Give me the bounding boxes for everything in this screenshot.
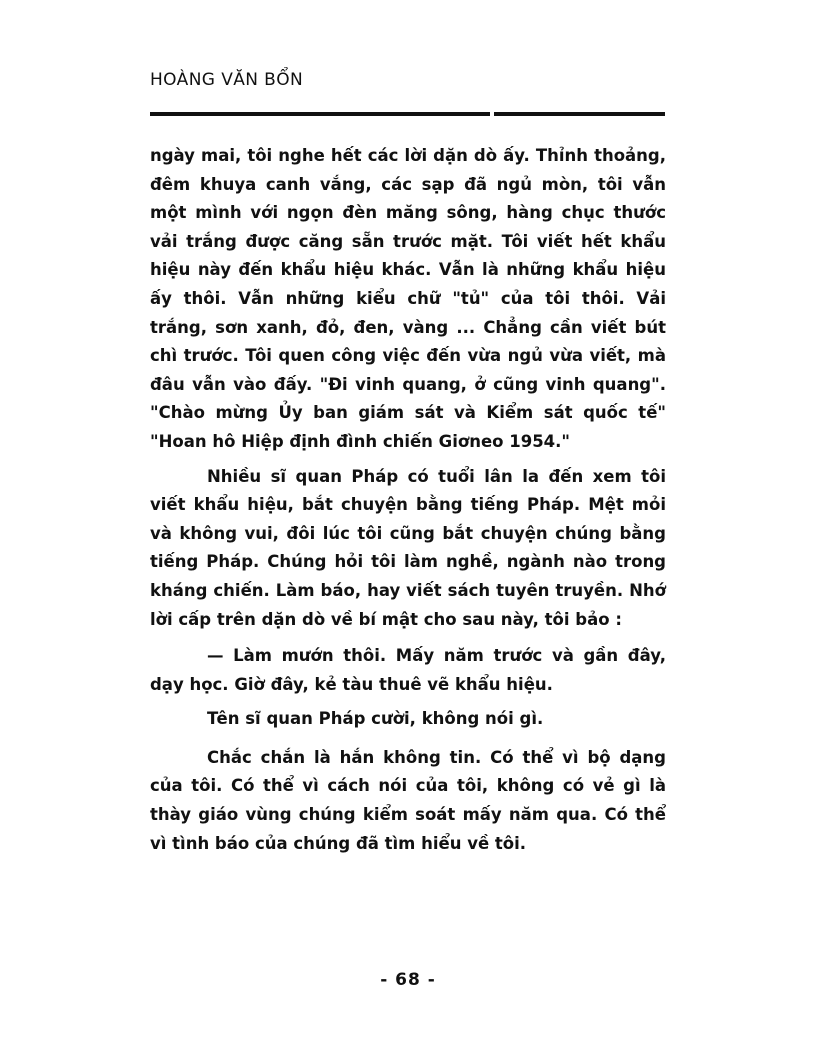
running-head-author: HOÀNG VĂN BỔN <box>150 70 304 90</box>
paragraph-not-believed: Chắc chắn là hắn không tin. Có thể vì bộ dạng của tôi. Có thể vì cách nói của tôi, không có vẻ gì là thày giáo vùng chúng kiểm soát mấy năm qua. Có thể vì tình báo của chúng đã tìm hiểu về tôi. <box>150 747 666 853</box>
body-text <box>150 142 666 858</box>
paragraph-continuation: ngày mai, tôi nghe hết các lời dặn dò ấy. Thỉnh thoảng, đêm khuya canh vắng, các sạp đã ngủ mòn, tôi vẫn một mình với ngọn đèn măng sông, hàng chục thước vải trắng được căng sẵn trước mặt. Tôi viết hết khẩu hiệu này đến khẩu hiệu khác. Vẫn là những khẩu hiệu ấy thôi. Vẫn những kiểu chữ "tủ" của tôi thôi. Vải trắng, sơn xanh, đỏ, đen, vàng ... Chẳng cần viết bút chì trước. Tôi quen công việc đến vừa ngủ vừa viết, mà đâu vẫn vào đấy. "Đi vinh quang, ở cũng vinh quang". "Chào mừng Ủy ban giám sát và Kiểm sát quốc tế" "Hoan hô Hiệp định đình chiến Giơneo 1954." <box>150 146 666 451</box>
paragraph-french-officers: Nhiều sĩ quan Pháp có tuổi lân la đến xem tôi viết khẩu hiệu, bắt chuyện bằng tiếng Pháp. Mệt mỏi và không vui, đôi lúc tôi cũng bắt chuyện chúng bằng tiếng Pháp. Chúng hỏi tôi làm nghề, ngành nào trong kháng chiến. Làm báo, hay viết sách tuyên truyền. Nhớ lời cấp trên dặn dò về bí mật cho sau này, tôi bảo : <box>150 466 666 629</box>
paragraph-dialogue-reply: — Làm mướn thôi. Mấy năm trước và gần đây, dạy học. Giờ đây, kẻ tàu thuê vẽ khẩu hiệu. <box>150 646 666 694</box>
paragraph-officer-laughs: Tên sĩ quan Pháp cười, không nói gì. <box>207 709 544 729</box>
page-number: - 68 - <box>380 970 436 990</box>
header-rule-break <box>490 111 494 117</box>
header-rule <box>150 112 665 116</box>
